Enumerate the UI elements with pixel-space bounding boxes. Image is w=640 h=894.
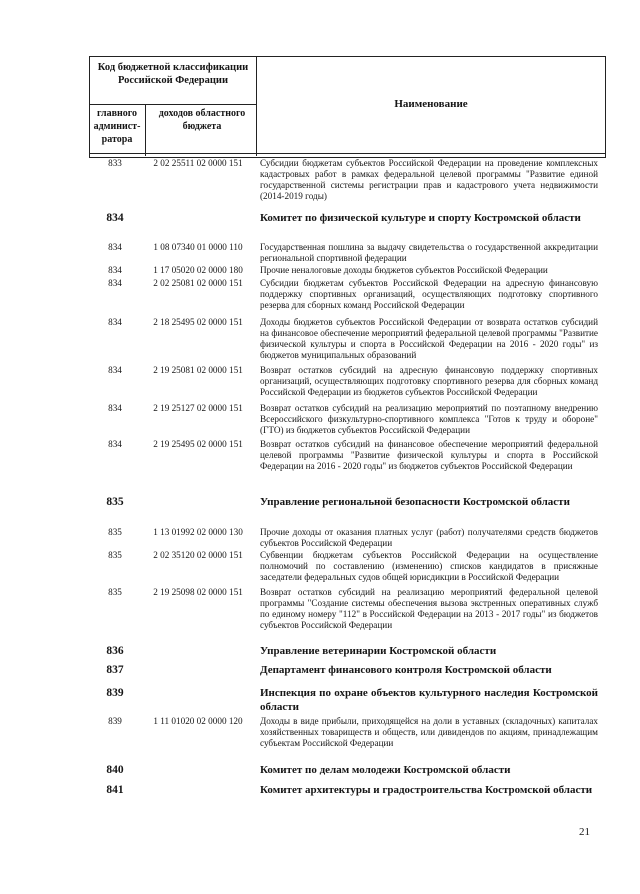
row-name: Возврат остатков субсидий на реализацию мероприятий по поэтапному внедрению Всероссийского физкультурно-спортивного комплекса "Готов к труду и обороне" (ГТО) из бюджетов субъектов Российской Федерации	[260, 403, 598, 435]
row-code: 834	[108, 317, 122, 327]
row-kbk: 2 19 25495 02 0000 151	[153, 439, 243, 449]
section-title: Комитет по делам молодежи Костромской области	[260, 764, 511, 776]
row-name: Доходы в виде прибыли, приходящейся на доли в уставных (складочных) капиталах хозяйственных товариществ и обществ, или дивидендов по акциям, принадлежащим субъектам Российской Федерации	[260, 716, 598, 748]
row-name: Субсидии бюджетам субъектов Российской Федерации на адресную финансовую поддержку спортивных организаций, осуществляющих подготовку спортивного резерва для сборных команд Российской Федерации	[260, 278, 598, 310]
row-code: 834	[108, 242, 122, 252]
section-code: 839	[106, 687, 124, 699]
page-number: 21	[579, 826, 590, 838]
row-kbk: 2 19 25127 02 0000 151	[153, 403, 243, 413]
row-kbk: 2 02 25081 02 0000 151	[153, 278, 243, 288]
section-title: Департамент финансового контроля Костромской области	[260, 664, 552, 676]
row-kbk: 2 02 35120 02 0000 151	[153, 550, 243, 560]
row-code: 834	[108, 403, 122, 413]
row-kbk: 1 11 01020 02 0000 120	[153, 716, 243, 726]
row-name: Государственная пошлина за выдачу свидетельства о государственной аккредитации региональной спортивной федерации	[260, 242, 598, 263]
row-name: Возврат остатков субсидий на реализацию мероприятий федеральной целевой программы "Создание системы обеспечения вызова экстренных оперативных служб по единому номеру "112" в Российской Федерации на 2013 - 2017 годы" из бюджетов субъектов Российской Федерации	[260, 587, 598, 630]
header-divider-name	[256, 56, 257, 156]
header-divider-kbk	[89, 104, 256, 105]
row-code: 835	[108, 550, 122, 560]
header-double-rule	[89, 153, 606, 154]
section-code: 835	[106, 496, 124, 508]
row-kbk: 2 19 25098 02 0000 151	[153, 587, 243, 597]
row-kbk: 2 19 25081 02 0000 151	[153, 365, 243, 375]
row-code: 835	[108, 527, 122, 537]
section-title: Комитет по физической культуре и спорту Костромской области	[260, 212, 581, 224]
row-code: 834	[108, 365, 122, 375]
row-code: 834	[108, 439, 122, 449]
row-name: Прочие неналоговые доходы бюджетов субъектов Российской Федерации	[260, 265, 548, 275]
row-name: Возврат остатков субсидий на финансовое обеспечение мероприятий федеральной целевой программы "Развитие физической культуры и спорта в Российской Федерации на 2016 - 2020 годы" из бюджетов субъектов Российской Федерации	[260, 439, 598, 471]
section-code: 840	[106, 764, 124, 776]
row-name: Доходы бюджетов субъектов Российской Федерации от возврата остатков субсидий на финансовое обеспечение мероприятий федеральной целевой программы "Развитие физической культуры и спорта в Российской Федерации на 2016 - 2020 годы" из бюджетов муниципальных образований	[260, 317, 598, 360]
header-col-name: Наименование	[394, 98, 468, 110]
section-title: Комитет архитектуры и градостроительства Костромской области	[260, 784, 593, 796]
row-name: Возврат остатков субсидий на адресную финансовую поддержку спортивных организаций, осуществляющих подготовку спортивного резерва для сборных команд Российской Федерации из бюджетов субъектов Российской Федерации	[260, 365, 598, 397]
row-name: Субсидии бюджетам субъектов Российской Федерации на проведение комплексных кадастровых работ в рамках федеральной целевой программы "Развитие единой государственной системы регистрации прав и кадастрового учета недвижимости (2014-2019 годы)	[260, 158, 598, 201]
row-code: 834	[108, 278, 122, 288]
row-code: 835	[108, 587, 122, 597]
row-name: Субвенции бюджетам субъектов Российской Федерации на осуществление полномочий по составлению (изменению) списков кандидатов в присяжные заседатели федеральных судов общей юрисдикции в Российской Федерации	[260, 550, 598, 582]
row-code: 833	[108, 158, 122, 168]
section-title: Управление ветеринарии Костромской области	[260, 645, 497, 657]
row-kbk: 1 08 07340 01 0000 110	[153, 242, 243, 252]
row-code: 834	[108, 265, 122, 275]
section-title: Инспекция по охране объектов культурного наследия Костромской области	[260, 687, 598, 713]
section-code: 837	[106, 664, 124, 676]
row-kbk: 1 17 05020 02 0000 180	[153, 265, 243, 275]
header-col-income: доходов областного бюджета	[158, 108, 246, 132]
row-code: 839	[108, 716, 122, 726]
section-code: 841	[106, 784, 124, 796]
row-name: Прочие доходы от оказания платных услуг (работ) получателями средств бюджетов субъектов Российской Федерации	[260, 527, 598, 548]
header-col-admin: главного админист-ратора	[93, 108, 141, 145]
section-code: 836	[106, 645, 124, 657]
section-title: Управление региональной безопасности Костромской области	[260, 496, 570, 508]
row-kbk: 2 02 25511 02 0000 151	[153, 158, 243, 168]
header-kbk-group: Код бюджетной классификации Российской Федерации	[97, 62, 249, 86]
section-code: 834	[106, 212, 124, 224]
row-kbk: 1 13 01992 02 0000 130	[153, 527, 243, 537]
row-kbk: 2 18 25495 02 0000 151	[153, 317, 243, 327]
